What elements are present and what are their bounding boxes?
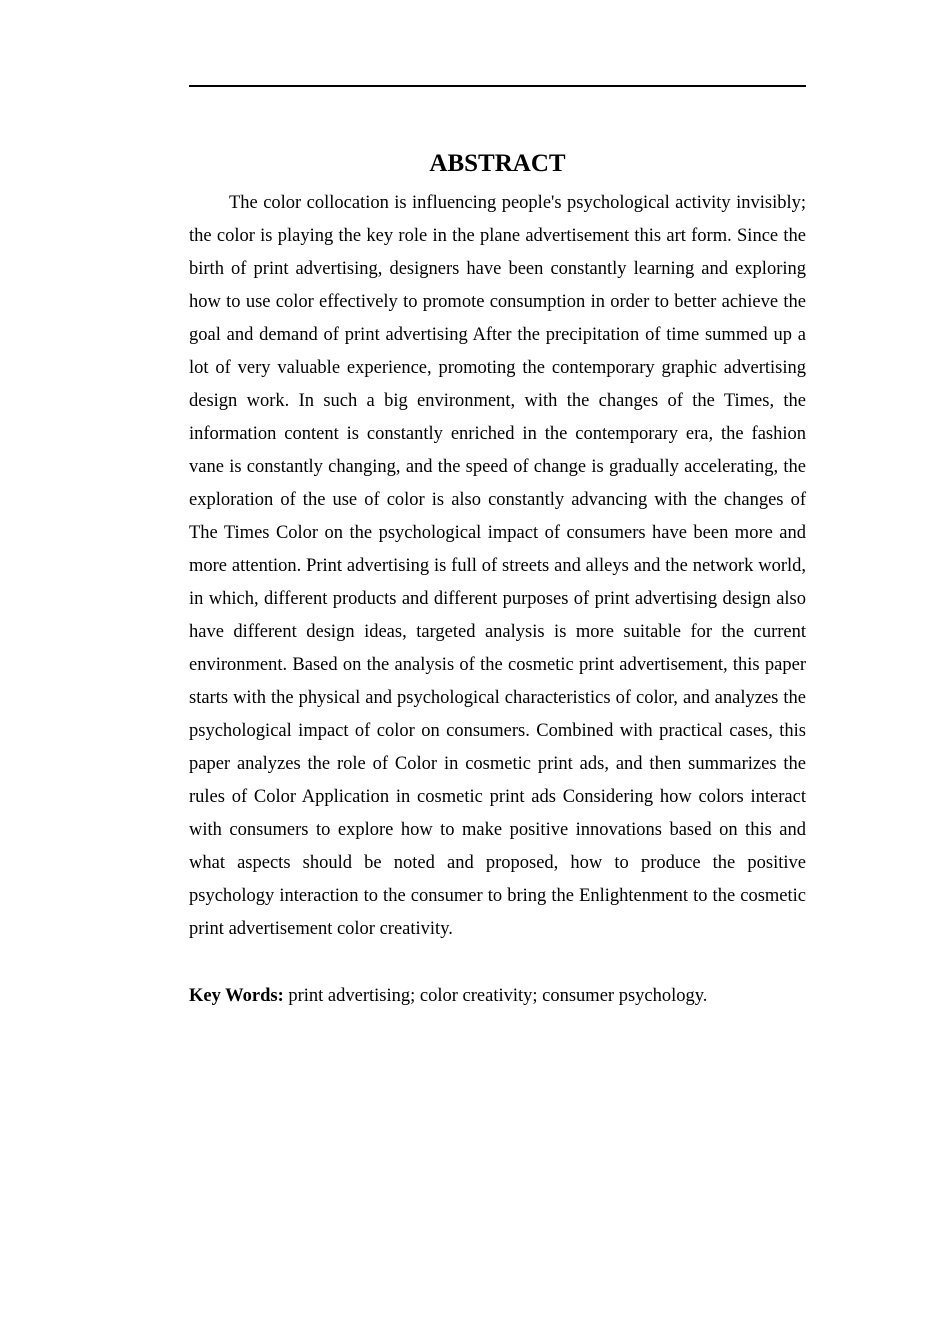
keywords-line [189, 980, 806, 1013]
header-rule [189, 85, 806, 87]
keywords-label: Key Words: [189, 986, 284, 1006]
keywords-text: print advertising; color creativity; consumer psychology. [283, 986, 708, 1006]
abstract-title: ABSTRACT [429, 150, 566, 177]
abstract-body: The color collocation is influencing people's psychological activity invisibly; the color is playing the key role in the plane advertisement this art form. Since the birth of print advertising, designers have been constantly learning and exploring how to use color effectively to promote consumption in order to better achieve the goal and demand of print advertising After the precipitation of time summed up a lot of very valuable experience, promoting the contemporary graphic advertising design work. In such a big environment, with the changes of the Times, the information content is constantly enriched in the contemporary era, the fashion vane is constantly changing, and the speed of change is gradually accelerating, the exploration of the use of color is also constantly advancing with the changes of The Times Color on the psychological impact of consumers have been more and more attention. Print advertising is full of streets and alleys and the network world, in which, different products and different purposes of print advertising design also have different design ideas, targeted analysis is more suitable for the current environment. Based on the analysis of the cosmetic print advertisement, this paper starts with the physical and psychological characteristics of color, and analyzes the psychological impact of color on consumers. Combined with practical cases, this paper analyzes the role of Color in cosmetic print ads, and then summarizes the rules of Color Application in cosmetic print ads Considering how colors interact with consumers to explore how to make positive innovations based on this and what aspects should be noted and proposed, how to produce the positive psychology interaction to the consumer to bring the Enlightenment to the cosmetic print advertisement color creativity. [189, 193, 806, 939]
